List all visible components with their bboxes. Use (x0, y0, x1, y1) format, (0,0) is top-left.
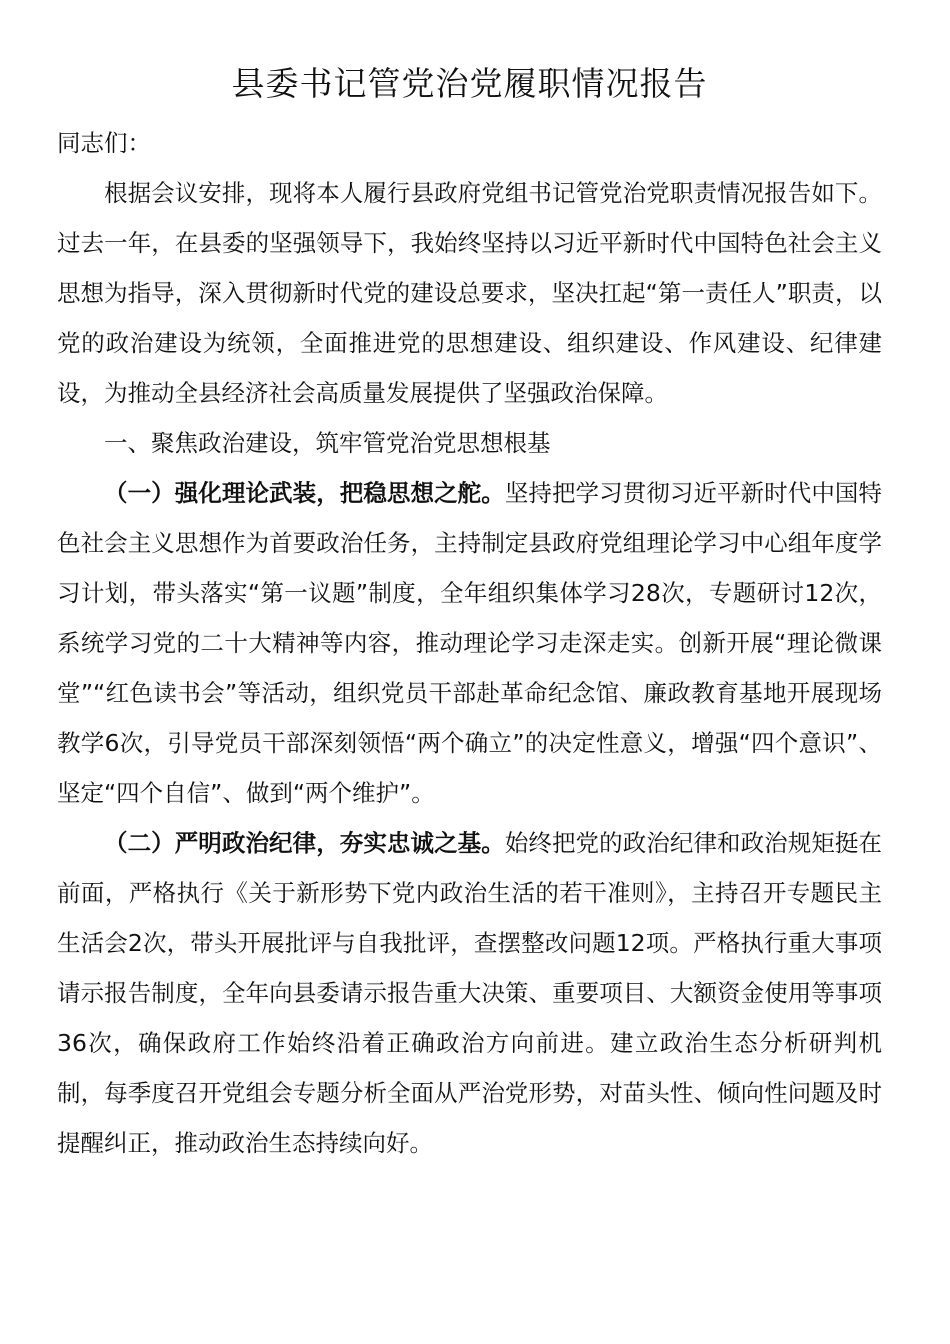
document-title: 县委书记管党治党履职情况报告 (231, 64, 708, 103)
subsection-paragraph (57, 818, 882, 1168)
section-heading: 一、聚焦政治建设，筑牢管党治党思想根基 (104, 429, 551, 457)
subsection-text: 坚持把学习贯彻习近平新时代中国特色社会主义思想作为首要政治任务，主持制定县政府党组理论学习中心组年度学习计划，带头落实“第一议题”制度，全年组织集体学习28次，专题研讨12次，系统学习党的二十大精神等内容，推动理论学习走深走实。创新开展“理论微课堂”“红色读书会”等活动，组织党员干部赴革命纪念馆、廉政教育基地开展现场教学6次，引导党员干部深刻领悟“两个确立”的决定性意义，增强“四个意识”、坚定“四个自信”、做到“两个维护”。 (57, 479, 882, 807)
subsection-lead: （二）严明政治纪律，夯实忠诚之基。 (104, 829, 505, 857)
intro-paragraph: 根据会议安排，现将本人履行县政府党组书记管党治党职责情况报告如下。过去一年，在县委的坚强领导下，我始终坚持以习近平新时代中国特色社会主义思想为指导，深入贯彻新时代党的建设总要求，坚决扛起“第一责任人”职责，以党的政治建设为统领，全面推进党的思想建设、组织建设、作风建设、纪律建设，为推动全县经济社会高质量发展提供了坚强政治保障。 (57, 179, 882, 407)
salutation: 同志们： (57, 129, 151, 157)
subsection-lead: （一）强化理论武装，把稳思想之舵。 (104, 479, 505, 507)
subsection-paragraph (57, 468, 882, 818)
subsection-text: 始终把党的政治纪律和政治规矩挺在前面，严格执行《关于新形势下党内政治生活的若干准则》，主持召开专题民主生活会2次，带头开展批评与自我批评，查摆整改问题12项。严格执行重大事项请示报告制度，全年向县委请示报告重大决策、重要项目、大额资金使用等事项36次，确保政府工作始终沿着正确政治方向前进。建立政治生态分析研判机制，每季度召开党组会专题分析全面从严治党形势，对苗头性、倾向性问题及时提醒纠正，推动政治生态持续向好。 (57, 829, 882, 1157)
